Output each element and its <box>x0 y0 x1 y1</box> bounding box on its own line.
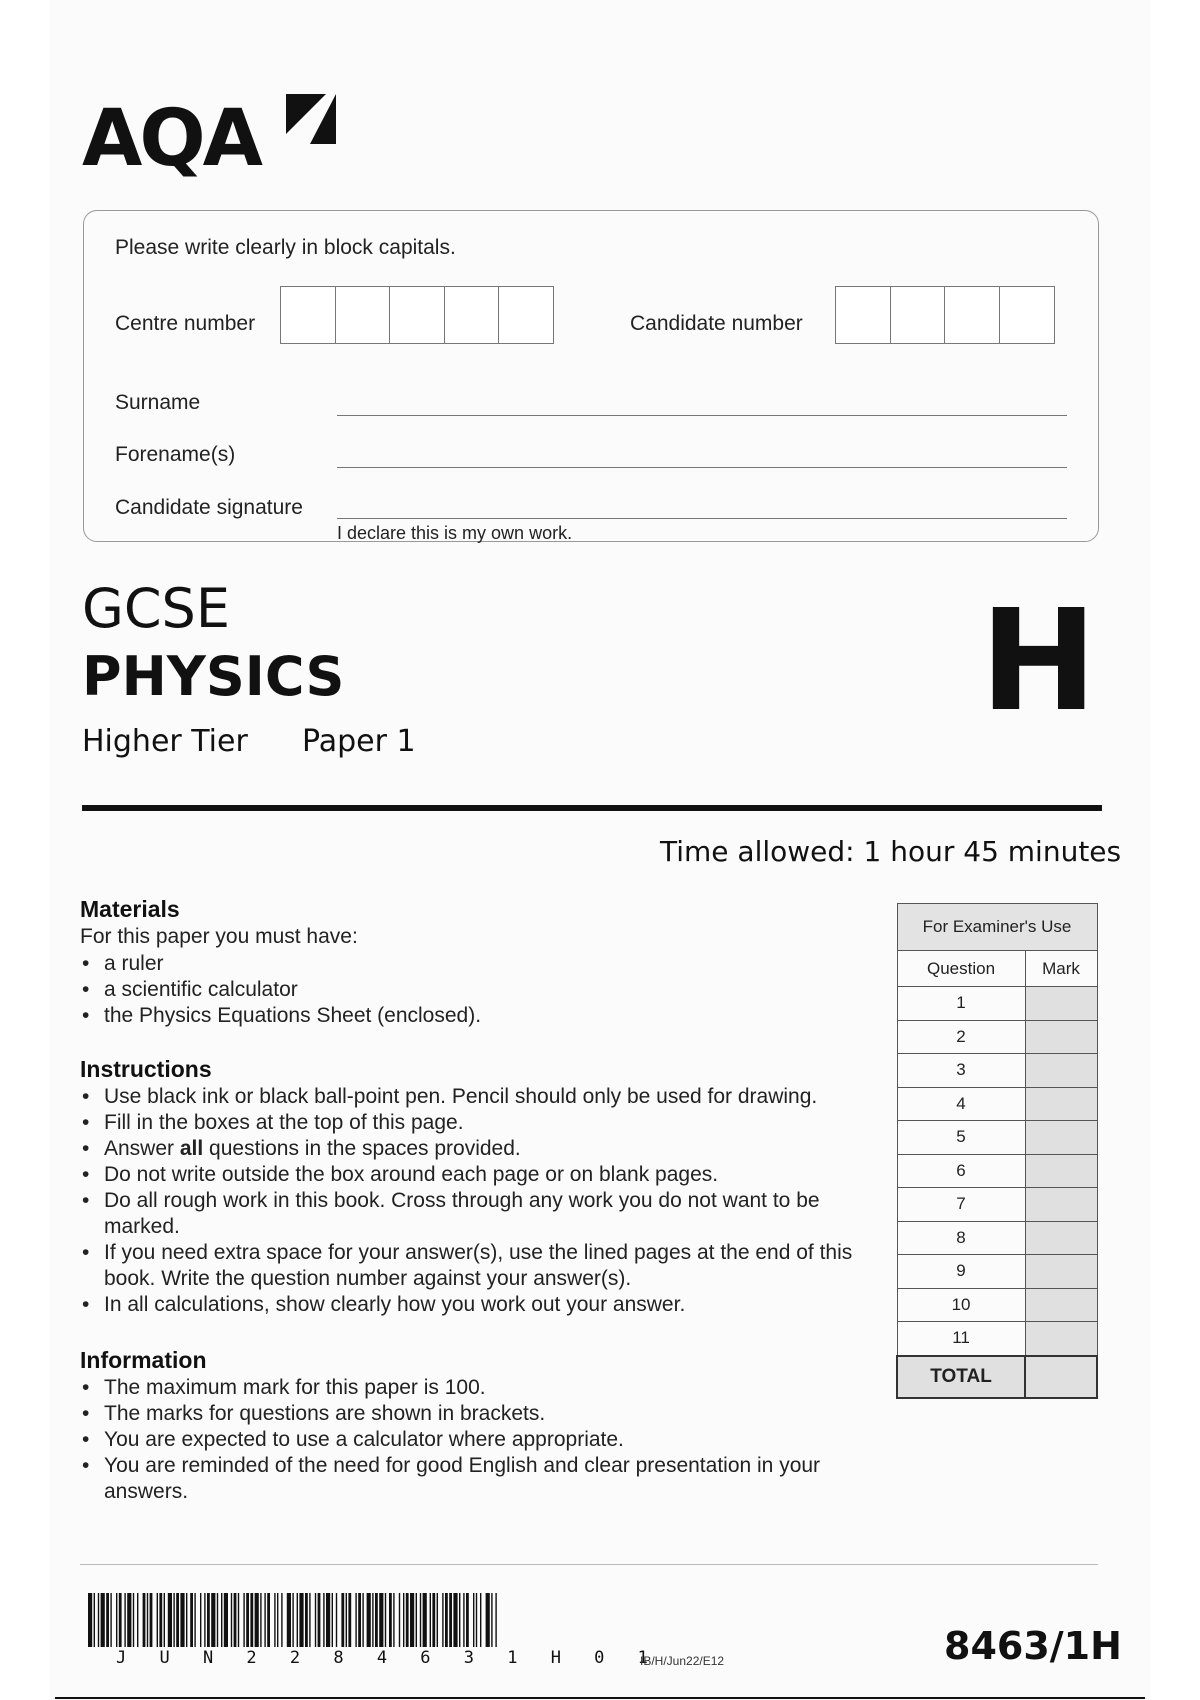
centre-number-label: Centre number <box>115 312 256 335</box>
materials-heading: Materials <box>80 896 180 922</box>
candidate-number-label: Candidate number <box>630 312 803 335</box>
barcode-bar <box>101 1593 105 1647</box>
barcode-bar <box>473 1593 474 1647</box>
barcode-bar <box>94 1593 95 1647</box>
barcode-bar <box>143 1593 146 1647</box>
examiner-table-title: For Examiner's Use <box>897 904 1097 951</box>
barcode-bar <box>221 1593 222 1647</box>
declaration-text: I declare this is my own work. <box>337 523 573 543</box>
information-list <box>80 1375 870 1505</box>
candidate-digit-box[interactable] <box>999 286 1055 344</box>
mark-cell[interactable] <box>1025 1087 1097 1121</box>
tier-label: Higher Tier <box>82 724 248 759</box>
paper-label: Paper 1 <box>302 724 416 759</box>
candidate-digit-box[interactable] <box>835 286 891 344</box>
barcode-bar <box>176 1593 179 1647</box>
barcode-bar <box>341 1593 344 1647</box>
barcode-bar <box>346 1593 347 1647</box>
barcode-text: J U N 2 2 8 4 6 3 1 H 0 1 <box>116 1648 660 1668</box>
aqa-logo <box>82 90 342 185</box>
centre-digit-box[interactable] <box>389 286 445 344</box>
mark-cell[interactable] <box>1025 1154 1097 1188</box>
barcode-bar <box>267 1593 270 1647</box>
examiner-use-table <box>896 903 1098 1399</box>
question-number: 9 <box>897 1255 1025 1289</box>
list-item: • the Physics Equations Sheet (enclosed). <box>80 1003 870 1029</box>
question-number: 1 <box>897 987 1025 1021</box>
barcode-bar <box>119 1593 122 1647</box>
barcode-bar <box>116 1593 117 1647</box>
barcode-bar <box>137 1593 138 1647</box>
barcode-bar <box>98 1593 99 1647</box>
paper-code: 8463/1H <box>944 1624 1122 1668</box>
list-item: • The marks for questions are shown in brackets. <box>80 1401 870 1427</box>
aqa-logo-text: AQA <box>82 94 261 184</box>
barcode-bar <box>186 1593 187 1647</box>
aqa-logo-mark-icon <box>282 90 340 148</box>
qualification-title: GCSE <box>82 577 230 640</box>
barcode-bar <box>459 1593 460 1647</box>
barcode-bar <box>260 1593 261 1647</box>
barcode-bar <box>442 1593 443 1647</box>
barcode-bar <box>224 1593 228 1647</box>
total-label: TOTAL <box>897 1356 1025 1398</box>
question-number: 8 <box>897 1221 1025 1255</box>
section-divider <box>82 805 1102 811</box>
barcode-bar <box>127 1593 131 1647</box>
barcode-bar <box>372 1593 373 1647</box>
barcode-bar <box>133 1593 134 1647</box>
mark-cell[interactable] <box>1025 1255 1097 1289</box>
barcode-bar <box>200 1593 201 1647</box>
materials-intro: For this paper you must have: <box>80 925 358 948</box>
question-column-header: Question <box>897 951 1025 987</box>
mark-cell[interactable] <box>1025 1020 1097 1054</box>
question-number: 11 <box>897 1322 1025 1356</box>
barcode-bar <box>159 1593 162 1647</box>
list-item: • a scientific calculator <box>80 977 870 1003</box>
list-item: • If you need extra space for your answer(s), use the lined pages at the end of this book. Write the question number against your answer(s). <box>80 1240 870 1292</box>
barcode-bar <box>217 1593 218 1647</box>
barcode-bar <box>124 1593 125 1647</box>
question-number: 2 <box>897 1020 1025 1054</box>
barcode-bar <box>379 1593 383 1647</box>
barcode-bar <box>88 1593 92 1647</box>
barcode-bar <box>318 1593 321 1647</box>
barcode-bar <box>437 1593 438 1647</box>
mark-cell[interactable] <box>1025 1221 1097 1255</box>
barcode-graphic <box>88 1593 498 1647</box>
barcode-bar <box>315 1593 316 1647</box>
list-item: • Use black ink or black ball-point pen. Pencil should only be used for drawing. <box>80 1084 870 1110</box>
barcode-bar <box>292 1593 293 1647</box>
barcode-bar <box>180 1593 184 1647</box>
barcode-bar <box>110 1593 111 1647</box>
barcode-bar <box>375 1593 378 1647</box>
barcode-bar <box>423 1593 427 1647</box>
materials-list <box>80 951 870 1029</box>
barcode-bar <box>211 1593 215 1647</box>
barcode-bar <box>385 1593 386 1647</box>
barcode-bar <box>264 1593 265 1647</box>
barcode-bar <box>299 1593 303 1647</box>
signature-field[interactable] <box>337 518 1067 519</box>
barcode-bar <box>403 1593 404 1647</box>
list-item: • In all calculations, show clearly how you work out your answer. <box>80 1292 870 1318</box>
information-heading: Information <box>80 1347 207 1373</box>
instructions-list <box>80 1084 870 1318</box>
barcode-bar <box>336 1593 337 1647</box>
barcode-bar <box>463 1593 464 1647</box>
forenames-field[interactable] <box>337 467 1067 468</box>
list-item-text: Answer all questions in the spaces provided. <box>104 1137 521 1160</box>
barcode-bar <box>250 1593 253 1647</box>
barcode-bar <box>147 1593 148 1647</box>
barcode-bar <box>106 1593 109 1647</box>
barcode-bar <box>486 1593 490 1647</box>
mark-cell[interactable] <box>1025 1288 1097 1322</box>
total-mark-cell[interactable] <box>1025 1356 1097 1398</box>
time-allowed: Time allowed: 1 hour 45 minutes <box>660 835 1122 868</box>
barcode-bar <box>466 1593 469 1647</box>
page-bottom-rule <box>55 1697 1145 1699</box>
block-capitals-instruction: Please write clearly in block capitals. <box>115 236 456 259</box>
question-number: 6 <box>897 1154 1025 1188</box>
barcode-bar <box>453 1593 457 1647</box>
centre-digit-box[interactable] <box>335 286 391 344</box>
question-number: 7 <box>897 1188 1025 1222</box>
barcode-bar <box>323 1593 324 1647</box>
list-item: • The maximum mark for this paper is 100. <box>80 1375 870 1401</box>
barcode-bar <box>287 1593 291 1647</box>
centre-digit-box[interactable] <box>444 286 500 344</box>
barcode-bar <box>277 1593 278 1647</box>
question-number: 4 <box>897 1087 1025 1121</box>
barcode-bar <box>410 1593 414 1647</box>
barcode-bar <box>150 1593 153 1647</box>
forenames-label: Forename(s) <box>115 443 236 466</box>
barcode-bar <box>231 1593 232 1647</box>
candidate-digit-box[interactable] <box>890 286 946 344</box>
question-number: 3 <box>897 1054 1025 1088</box>
barcode-bar <box>194 1593 195 1647</box>
barcode-bar <box>495 1593 496 1647</box>
list-item <box>80 1136 870 1162</box>
subject-title: PHYSICS <box>82 645 345 708</box>
barcode-bar <box>480 1593 481 1647</box>
question-number: 5 <box>897 1121 1025 1155</box>
barcode-bar <box>234 1593 237 1647</box>
barcode-bar <box>281 1593 282 1647</box>
barcode-bar <box>309 1593 310 1647</box>
mark-column-header: Mark <box>1025 951 1097 987</box>
mark-cell[interactable] <box>1025 987 1097 1021</box>
mark-cell[interactable] <box>1025 1188 1097 1222</box>
barcode-bar <box>476 1593 477 1647</box>
barcode-bar <box>393 1593 394 1647</box>
list-item: • Fill in the boxes at the top of this page. <box>80 1110 870 1136</box>
barcode-bar <box>389 1593 392 1647</box>
barcode-bar <box>348 1593 351 1647</box>
barcode-bar <box>305 1593 308 1647</box>
barcode-bar <box>416 1593 417 1647</box>
barcode-bar <box>164 1593 165 1647</box>
barcode-bar <box>432 1593 435 1647</box>
footer-divider <box>80 1564 1098 1565</box>
barcode-bar <box>332 1593 333 1647</box>
barcode-bar <box>449 1593 452 1647</box>
list-item: • You are reminded of the need for good English and clear presentation in your answers. <box>80 1453 870 1505</box>
surname-label: Surname <box>115 391 201 414</box>
mark-cell[interactable] <box>1025 1322 1097 1356</box>
mark-cell[interactable] <box>1025 1121 1097 1155</box>
centre-digit-box[interactable] <box>280 286 336 344</box>
barcode-bar <box>207 1593 210 1647</box>
signature-label: Candidate signature <box>115 496 303 519</box>
instructions-heading: Instructions <box>80 1056 212 1082</box>
barcode-bar <box>157 1593 158 1647</box>
barcode-bar <box>362 1593 363 1647</box>
barcode-bar <box>190 1593 193 1647</box>
barcode-bar <box>255 1593 259 1647</box>
barcode-bar <box>445 1593 448 1647</box>
barcode-bar <box>168 1593 172 1647</box>
barcode-bar <box>430 1593 431 1647</box>
barcode-bar <box>491 1593 492 1647</box>
barcode-bar <box>367 1593 371 1647</box>
centre-digit-box[interactable] <box>498 286 554 344</box>
barcode-bar <box>274 1593 275 1647</box>
tier-letter: H <box>980 580 1098 743</box>
barcode-bar <box>243 1593 244 1647</box>
barcode-bar <box>246 1593 249 1647</box>
barcode-bar <box>238 1593 239 1647</box>
barcode-bar <box>355 1593 356 1647</box>
mark-cell[interactable] <box>1025 1054 1097 1088</box>
surname-field[interactable] <box>337 415 1067 416</box>
reference-code: IB/H/Jun22/E12 <box>640 1654 725 1668</box>
centre-number-field[interactable] <box>280 286 553 344</box>
barcode-bar <box>297 1593 298 1647</box>
barcode-bar <box>326 1593 330 1647</box>
list-item: • You are expected to use a calculator where appropriate. <box>80 1427 870 1453</box>
candidate-number-field[interactable] <box>835 286 1053 344</box>
candidate-digit-box[interactable] <box>944 286 1000 344</box>
list-item: • Do all rough work in this book. Cross through any work you do not want to be marked. <box>80 1188 870 1240</box>
question-number: 10 <box>897 1288 1025 1322</box>
list-item: • a ruler <box>80 951 870 977</box>
barcode-bar <box>173 1593 174 1647</box>
barcode-bar <box>358 1593 361 1647</box>
list-item: • Do not write outside the box around each page or on blank pages. <box>80 1162 870 1188</box>
barcode-bar <box>204 1593 205 1647</box>
barcode-bar <box>420 1593 421 1647</box>
barcode-bar <box>406 1593 409 1647</box>
barcode-bar <box>399 1593 400 1647</box>
